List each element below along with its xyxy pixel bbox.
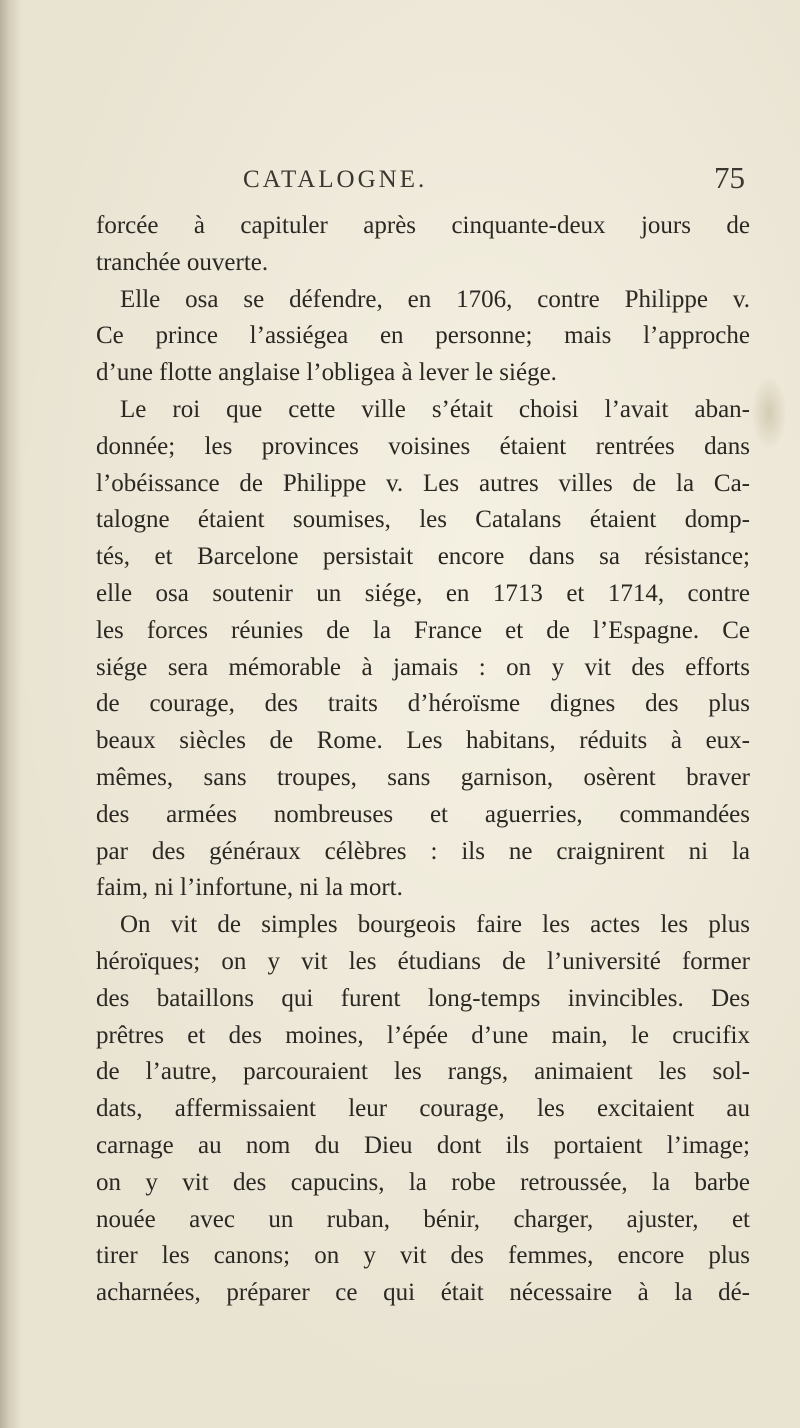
text-line: les forces réunies de la France et de l’Espagne. Ce bbox=[96, 616, 750, 644]
text-line: talogne étaient soumises, les Catalans étaient domp- bbox=[96, 506, 750, 534]
text-line: tranchée ouverte. bbox=[96, 248, 269, 276]
text-line: on y vit des capucins, la robe retroussée, la barbe bbox=[96, 1168, 750, 1196]
page-number: 75 bbox=[714, 160, 745, 195]
text-line: forcée à capituler après cinquante-deux jours de bbox=[96, 212, 750, 239]
text-line: de courage, des traits d’héroïsme dignes des plus bbox=[96, 690, 750, 718]
text-line: faim, ni l’infortune, ni la mort. bbox=[96, 874, 403, 902]
paper-stain bbox=[752, 378, 786, 448]
text-line: Elle osa se défendre, en 1706, contre Philippe v. bbox=[120, 285, 750, 313]
text-line: dats, affermissaient leur courage, les excitaient au bbox=[96, 1095, 750, 1123]
body-text bbox=[96, 208, 750, 1312]
text-line: donnée; les provinces voisines étaient rentrées dans bbox=[96, 432, 750, 460]
page-header bbox=[95, 160, 745, 200]
text-line: tés, et Barcelone persistait encore dans sa résistance; bbox=[96, 543, 750, 571]
text-line: mêmes, sans troupes, sans garnison, osèrent braver bbox=[96, 763, 750, 791]
text-line: beaux siècles de Rome. Les habitans, réduits à eux- bbox=[96, 727, 750, 755]
text-line: tirer les canons; on y vit des femmes, encore plus bbox=[96, 1242, 750, 1270]
text-line: des bataillons qui furent long-temps invincibles. Des bbox=[96, 984, 750, 1012]
text-line: l’obéissance de Philippe v. Les autres villes de la Ca- bbox=[96, 469, 750, 497]
text-line: par des généraux célèbres : ils ne craignirent ni la bbox=[96, 837, 750, 865]
text-line: Le roi que cette ville s’était choisi l’avait aban- bbox=[120, 395, 750, 423]
text-line: des armées nombreuses et aguerries, commandées bbox=[96, 800, 750, 828]
running-head: CATALOGNE. bbox=[243, 166, 428, 193]
text-line: d’une flotte anglaise l’obligea à lever le siége. bbox=[96, 359, 557, 387]
text-line: nouée avec un ruban, bénir, charger, ajuster, et bbox=[96, 1205, 750, 1233]
text-line: héroïques; on y vit les étudians de l’université former bbox=[96, 947, 750, 975]
text-line: prêtres et des moines, l’épée d’une main, le crucifix bbox=[96, 1021, 750, 1049]
text-line: Ce prince l’assiégea en personne; mais l’approche bbox=[96, 322, 750, 350]
text-line: acharnées, préparer ce qui était nécessaire à la dé- bbox=[96, 1279, 750, 1307]
text-line: carnage au nom du Dieu dont ils portaient l’image; bbox=[96, 1131, 750, 1159]
text-line: siége sera mémorable à jamais : on y vit des efforts bbox=[96, 653, 750, 681]
text-line: de l’autre, parcouraient les rangs, animaient les sol- bbox=[96, 1058, 750, 1086]
text-line: elle osa soutenir un siége, en 1713 et 1714, contre bbox=[96, 579, 750, 607]
text-line: On vit de simples bourgeois faire les actes les plus bbox=[120, 911, 750, 939]
page-gutter-shadow bbox=[0, 0, 22, 1428]
